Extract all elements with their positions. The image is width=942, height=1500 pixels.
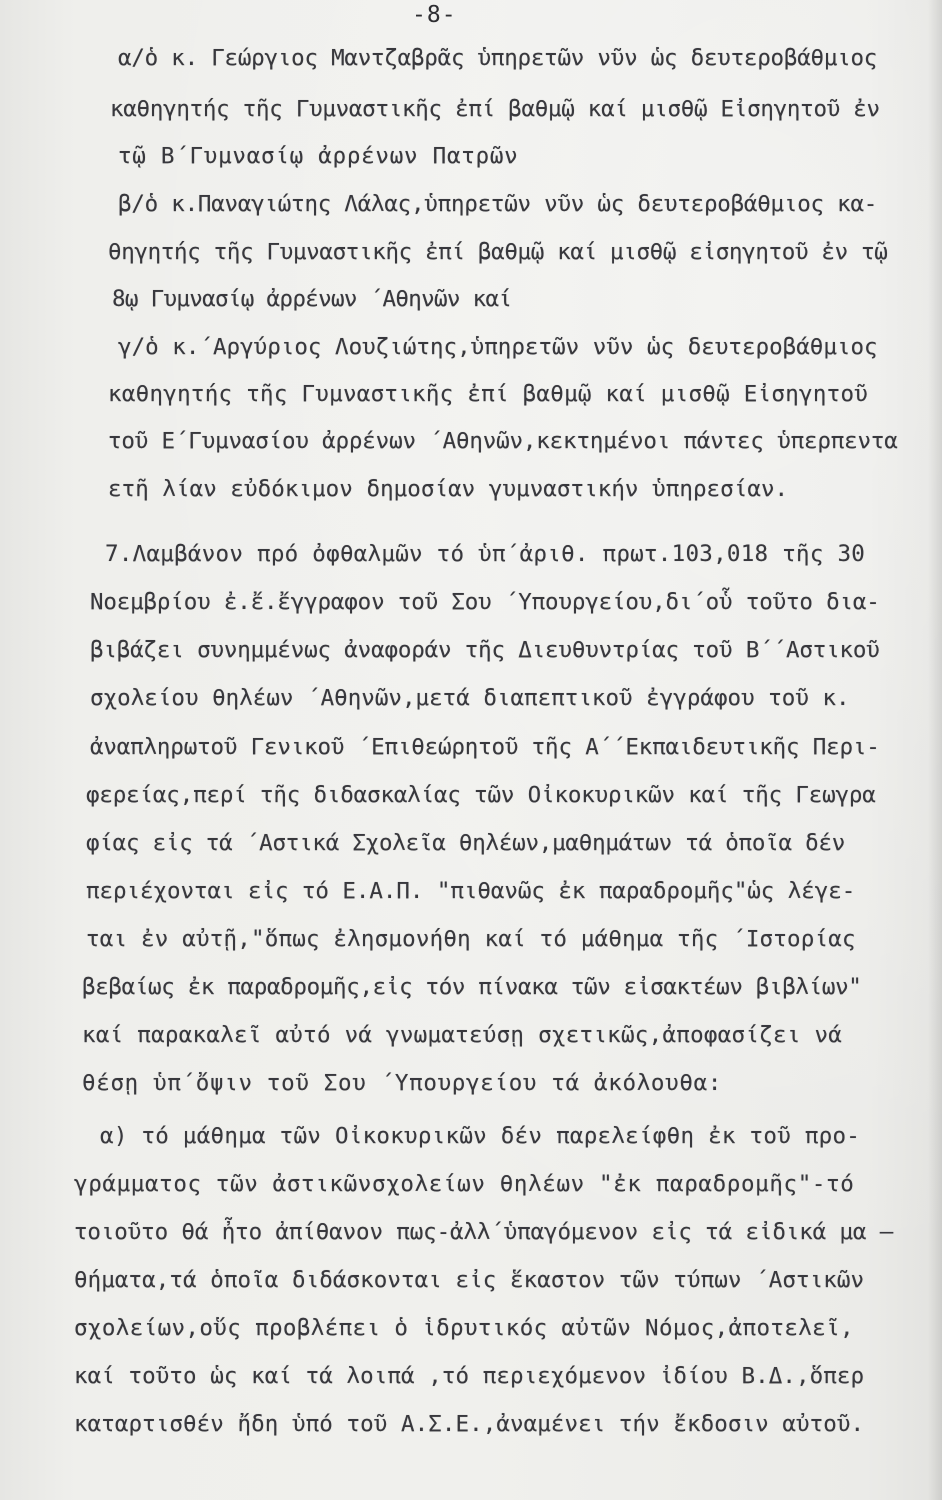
text-line: φίας εἰς τά ΄Αστικά Σχολεῖα θηλέων,μαθημάτων τά ὁποῖα δέν [86, 830, 846, 856]
text-line: καί παρακαλεῖ αὐτό νά γνωματεύσῃ σχετικῶς,ἀποφασίζει νά [82, 1022, 843, 1048]
text-line: βιβάζει συνημμένως ἀναφοράν τῆς Διευθυντρίας τοῦ Β΄΄Αστικοῦ [90, 637, 880, 663]
text-line: τῷ Β΄Γυμνασίῳ ἀρρένων Πατρῶν [118, 143, 519, 169]
text-line: ἀναπληρωτοῦ Γενικοῦ ΄Επιθεώρητοῦ τῆς Α΄΄Εκπαιδευτικῆς Περι- [90, 734, 880, 760]
text-line: α) τό μάθημα τῶν Οἰκοκυρικῶν δέν παρελείφθη ἐκ τοῦ προ- [100, 1123, 861, 1149]
text-line: σχολείου θηλέων ΄Αθηνῶν,μετά διαπεπτικοῦ ἐγγράφου τοῦ κ. [90, 685, 850, 711]
text-line: καθηγητής τῆς Γυμναστικῆς ἐπί βαθμῷ καί μισθῷ Εἰσηγητοῦ ἐν [110, 96, 880, 122]
text-line: θέσῃ ὑπ΄ὄψιν τοῦ Σου ΄Υπουργείου τά ἀκόλουθα: [82, 1070, 723, 1096]
text-line: φερείας,περί τῆς διδασκαλίας τῶν Οἰκοκυρικῶν καί τῆς Γεωγρα [86, 782, 876, 808]
text-line: καταρτισθέν ἤδη ὑπό τοῦ Α.Σ.Ε.,ἀναμένει τήν ἔκδοσιν αὐτοῦ. [74, 1411, 865, 1437]
text-line: ται ἐν αὐτῇ,"ὅπως ἐλησμονήθη καί τό μάθημα τῆς ΄Ιστορίας [86, 926, 856, 952]
text-line: 8ῳ Γυμνασίῳ ἀρρένων ΄Αθηνῶν καί [112, 286, 512, 312]
text-line: α/ὁ κ. Γεώργιος Μαντζαβρᾶς ὑπηρετῶν νῦν ὡς δευτεροβάθμιος [118, 45, 878, 71]
text-line: τοῦ Ε΄Γυμνασίου ἀρρένων ΄Αθηνῶν,κεκτημένοι πάντες ὑπερπεντα [108, 428, 898, 454]
page-edge-shadow [928, 0, 942, 1500]
text-line: βεβαίως ἐκ παραδρομῆς,εἰς τόν πίνακα τῶν εἰσακτέων βιβλίων" [82, 974, 862, 1000]
text-line: 7.Λαμβάνον πρό ὀφθαλμῶν τό ὑπ΄ἀριθ. πρωτ.103,018 τῆς 30 [105, 541, 866, 567]
text-line: περιέχονται εἰς τό Ε.Α.Π. "πιθανῶς ἐκ παραδρομῆς"ὡς λέγε- [86, 878, 856, 904]
text-line: γράμματος τῶν ἀστικῶνσχολείων θηλέων "ἐκ παραδρομῆς"-τό [74, 1171, 855, 1197]
text-line: β/ὁ κ.Παναγιώτης Λάλας,ὑπηρετῶν νῦν ὡς δευτεροβάθμιος κα- [118, 191, 878, 217]
text-line: καθηγητής τῆς Γυμναστικῆς ἐπί βαθμῷ καί μισθῷ Εἰσηγητοῦ [108, 381, 869, 407]
text-line: ετῆ λίαν εὐδόκιμον δημοσίαν γυμναστικήν ὑπηρεσίαν. [108, 476, 789, 502]
page-number: -8- [412, 2, 457, 28]
text-line: θηγητής τῆς Γυμναστικῆς ἐπί βαθμῷ καί μισθῷ εἰσηγητοῦ ἐν τῷ [108, 239, 888, 265]
text-line: Νοεμβρίου ἐ.ἔ.ἔγγραφον τοῦ Σου ΄Υπουργείου,δι΄οὗ τοῦτο δια- [90, 589, 880, 615]
text-line: γ/ὁ κ.΄Αργύριος Λουζιώτης,ὑπηρετῶν νῦν ὡς δευτεροβάθμιος [118, 334, 878, 360]
text-line: σχολείων,οὕς προβλέπει ὁ ἱδρυτικός αὐτῶν Νόμος,ἀποτελεῖ, [74, 1315, 854, 1341]
text-line: καί τοῦτο ὡς καί τά λοιπά ,τό περιεχόμενον ἰδίου Β.Δ.,ὅπερ [74, 1363, 865, 1389]
text-line: τοιοῦτο θά ἦτο ἀπίθανον πως-ἀλλ΄ὑπαγόμενον εἰς τά εἰδικά μα — [74, 1219, 894, 1245]
text-line: θήματα,τά ὁποῖα διδάσκονται εἰς ἕκαστον τῶν τύπων ΄Αστικῶν [74, 1267, 865, 1293]
